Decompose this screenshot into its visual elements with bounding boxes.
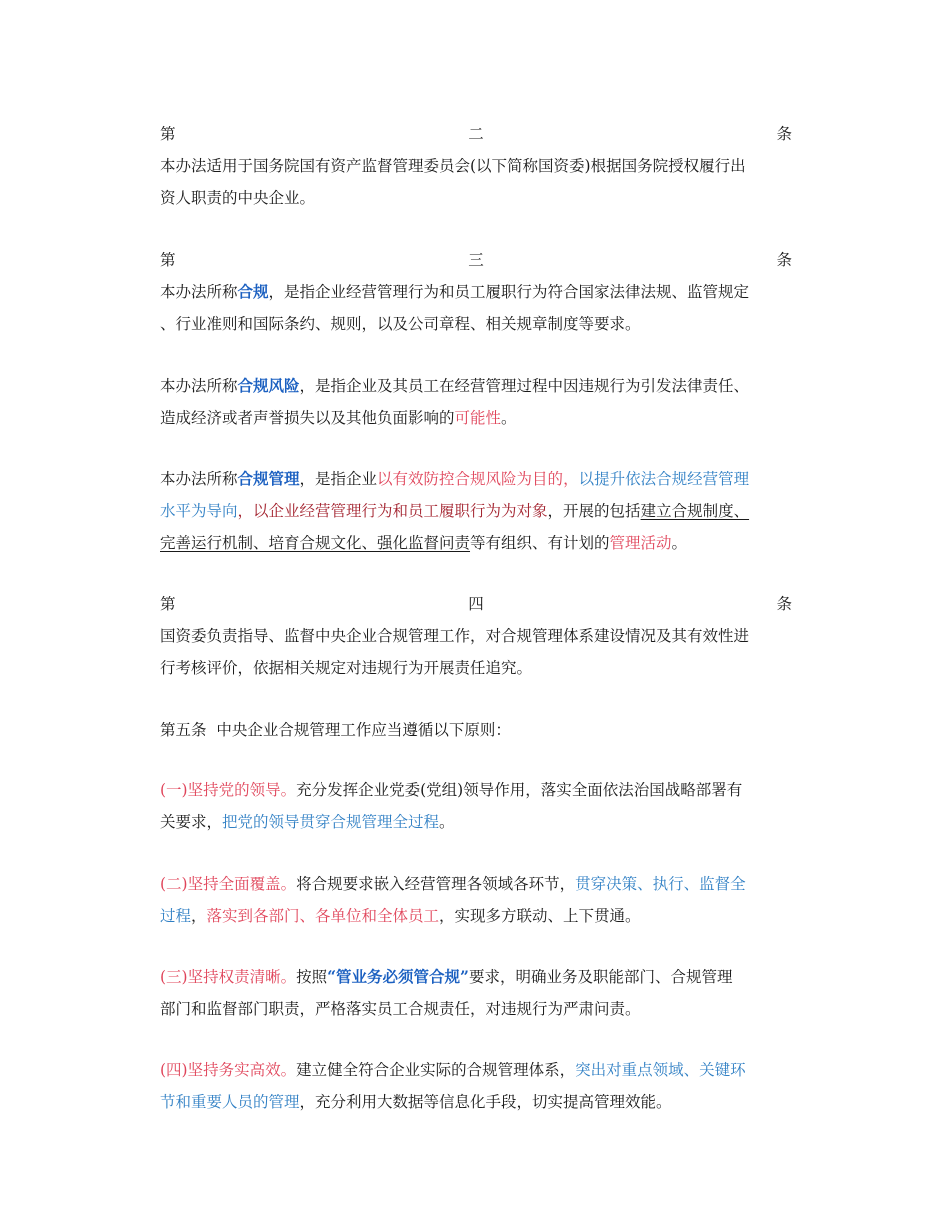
highlight-slogan: “管业务必须管合规” bbox=[327, 967, 469, 986]
heading-char: 条 bbox=[776, 251, 792, 269]
text: ，是指企业经营管理行为和员工履职行为符合国家法律法规、监管规定 bbox=[268, 283, 750, 301]
text: ， bbox=[191, 907, 207, 925]
principle-label: (三)坚持权责清晰。 bbox=[160, 968, 297, 986]
paragraph-line bbox=[160, 463, 792, 495]
article-4 bbox=[160, 588, 792, 684]
paragraph-line bbox=[160, 495, 792, 527]
paragraph-line: 本办法适用于国务院国有资产监督管理委员会(以下简称国资委)根据国务院授权履行出 bbox=[160, 157, 746, 175]
term-compliance: 合规 bbox=[237, 282, 269, 301]
text: ，是指企业 bbox=[299, 470, 378, 488]
highlight-orientation: 以提升依法合规经营管理 bbox=[578, 470, 750, 488]
paragraph-line bbox=[160, 402, 792, 434]
compliance-risk-paragraph bbox=[160, 370, 792, 434]
underlined-text: 完善运行机制、培育合规文化、强化监督问责 bbox=[160, 534, 471, 552]
principle-label: (一)坚持党的领导。 bbox=[160, 781, 297, 799]
article-2 bbox=[160, 118, 792, 214]
underlined-text: 建立合规制度、 bbox=[640, 502, 750, 520]
highlight-text: 过程 bbox=[160, 907, 192, 925]
text: 充分发挥企业党委(党组)领导作用，落实全面依法治国战略部署有 bbox=[296, 781, 743, 799]
term-compliance-risk: 合规风险 bbox=[237, 376, 300, 395]
paragraph-line bbox=[160, 961, 792, 993]
heading-char: 二 bbox=[468, 125, 484, 143]
paragraph-line bbox=[160, 806, 792, 838]
heading-char: 三 bbox=[468, 251, 484, 269]
text: ，开展的包括 bbox=[547, 502, 641, 520]
text: 建立健全符合企业实际的合规管理体系， bbox=[296, 1061, 576, 1079]
highlight-management-activity: 管理活动 bbox=[609, 534, 672, 552]
heading-char: 四 bbox=[468, 595, 484, 613]
heading-char: 条 bbox=[776, 595, 792, 613]
text: 。 bbox=[501, 409, 517, 427]
article-5-title bbox=[160, 714, 792, 746]
paragraph-line: 、行业准则和国际条约、规则，以及公司章程、相关规章制度等要求。 bbox=[160, 315, 641, 333]
text: 要求，明确业务及职能部门、合规管理 bbox=[468, 968, 733, 986]
highlight-purpose: 以有效防控合规风险为目的 bbox=[377, 470, 564, 488]
text: ，充分利用大数据等信息化手段，切实提高管理效能。 bbox=[299, 1093, 672, 1111]
text: ，是指企业及其员工在经营管理过程中因违规行为引发法律责任、 bbox=[299, 377, 750, 395]
paragraph-line bbox=[160, 527, 792, 559]
paragraph-line bbox=[160, 1086, 792, 1118]
article-3-heading bbox=[160, 244, 792, 276]
heading-char: 第 bbox=[160, 125, 176, 143]
term-compliance-management: 合规管理 bbox=[237, 469, 300, 488]
heading-char: 第 bbox=[160, 251, 176, 269]
principle-label: (二)坚持全面覆盖。 bbox=[160, 875, 297, 893]
text: 。 bbox=[439, 813, 455, 831]
paragraph-line bbox=[160, 868, 792, 900]
paragraph-line: 国资委负责指导、监督中央企业合规管理工作，对合规管理体系建设情况及其有效性进 bbox=[160, 627, 750, 645]
text: 本办法所称 bbox=[160, 470, 238, 488]
paragraph-line: 部门和监督部门职责，严格落实员工合规责任，对违规行为严肃问责。 bbox=[160, 1000, 641, 1018]
compliance-management-paragraph bbox=[160, 463, 792, 559]
article-4-heading bbox=[160, 588, 792, 620]
highlight-text: 把党的领导贯穿合规管理全过程 bbox=[222, 813, 440, 831]
heading-char: 第 bbox=[160, 595, 176, 613]
highlight-orientation: 水平为导向 bbox=[160, 502, 238, 520]
highlight-possibility: 可能性 bbox=[454, 409, 502, 427]
text: 本办法所称 bbox=[160, 377, 238, 395]
highlight-text: 突出对重点领域、关键环 bbox=[575, 1061, 746, 1079]
principle-4 bbox=[160, 1054, 792, 1118]
paragraph-line: 资人职责的中央企业。 bbox=[160, 189, 316, 207]
paragraph-line bbox=[160, 1054, 792, 1086]
text: ， bbox=[563, 470, 579, 488]
text: 关要求， bbox=[160, 813, 223, 831]
text: 按照 bbox=[296, 968, 328, 986]
highlight-text: 落实到各部门、各单位和全体员工 bbox=[206, 907, 440, 925]
paragraph-line bbox=[160, 276, 792, 308]
text: 将合规要求嵌入经营管理各领域各环节， bbox=[296, 875, 576, 893]
highlight-text: 贯穿决策、执行、监督全 bbox=[575, 875, 746, 893]
article-2-heading bbox=[160, 118, 792, 150]
text: 本办法所称 bbox=[160, 283, 238, 301]
paragraph-line: 行考核评价，依据相关规定对违规行为开展责任追究。 bbox=[160, 659, 533, 677]
principle-2 bbox=[160, 868, 792, 932]
heading-char: 条 bbox=[776, 125, 792, 143]
text: ，实现多方联动、上下贯通。 bbox=[439, 907, 641, 925]
text: 等有组织、有计划的 bbox=[470, 534, 610, 552]
principle-1 bbox=[160, 774, 792, 838]
paragraph-line bbox=[160, 370, 792, 402]
text: 。 bbox=[671, 534, 688, 552]
text: 造成经济或者声誉损失以及其他负面影响的 bbox=[160, 409, 455, 427]
paragraph-line bbox=[160, 900, 792, 932]
highlight-object: 以企业经营管理行为和员工履职行为为对象 bbox=[253, 502, 548, 520]
paragraph-line bbox=[160, 774, 792, 806]
text: ， bbox=[237, 502, 254, 520]
article-5-heading: 第五条 中央企业合规管理工作应当遵循以下原则： bbox=[160, 721, 511, 739]
highlight-text: 节和重要人员的管理 bbox=[160, 1093, 300, 1111]
principle-label: (四)坚持务实高效。 bbox=[160, 1061, 297, 1079]
article-3 bbox=[160, 244, 792, 340]
principle-3 bbox=[160, 961, 792, 1025]
